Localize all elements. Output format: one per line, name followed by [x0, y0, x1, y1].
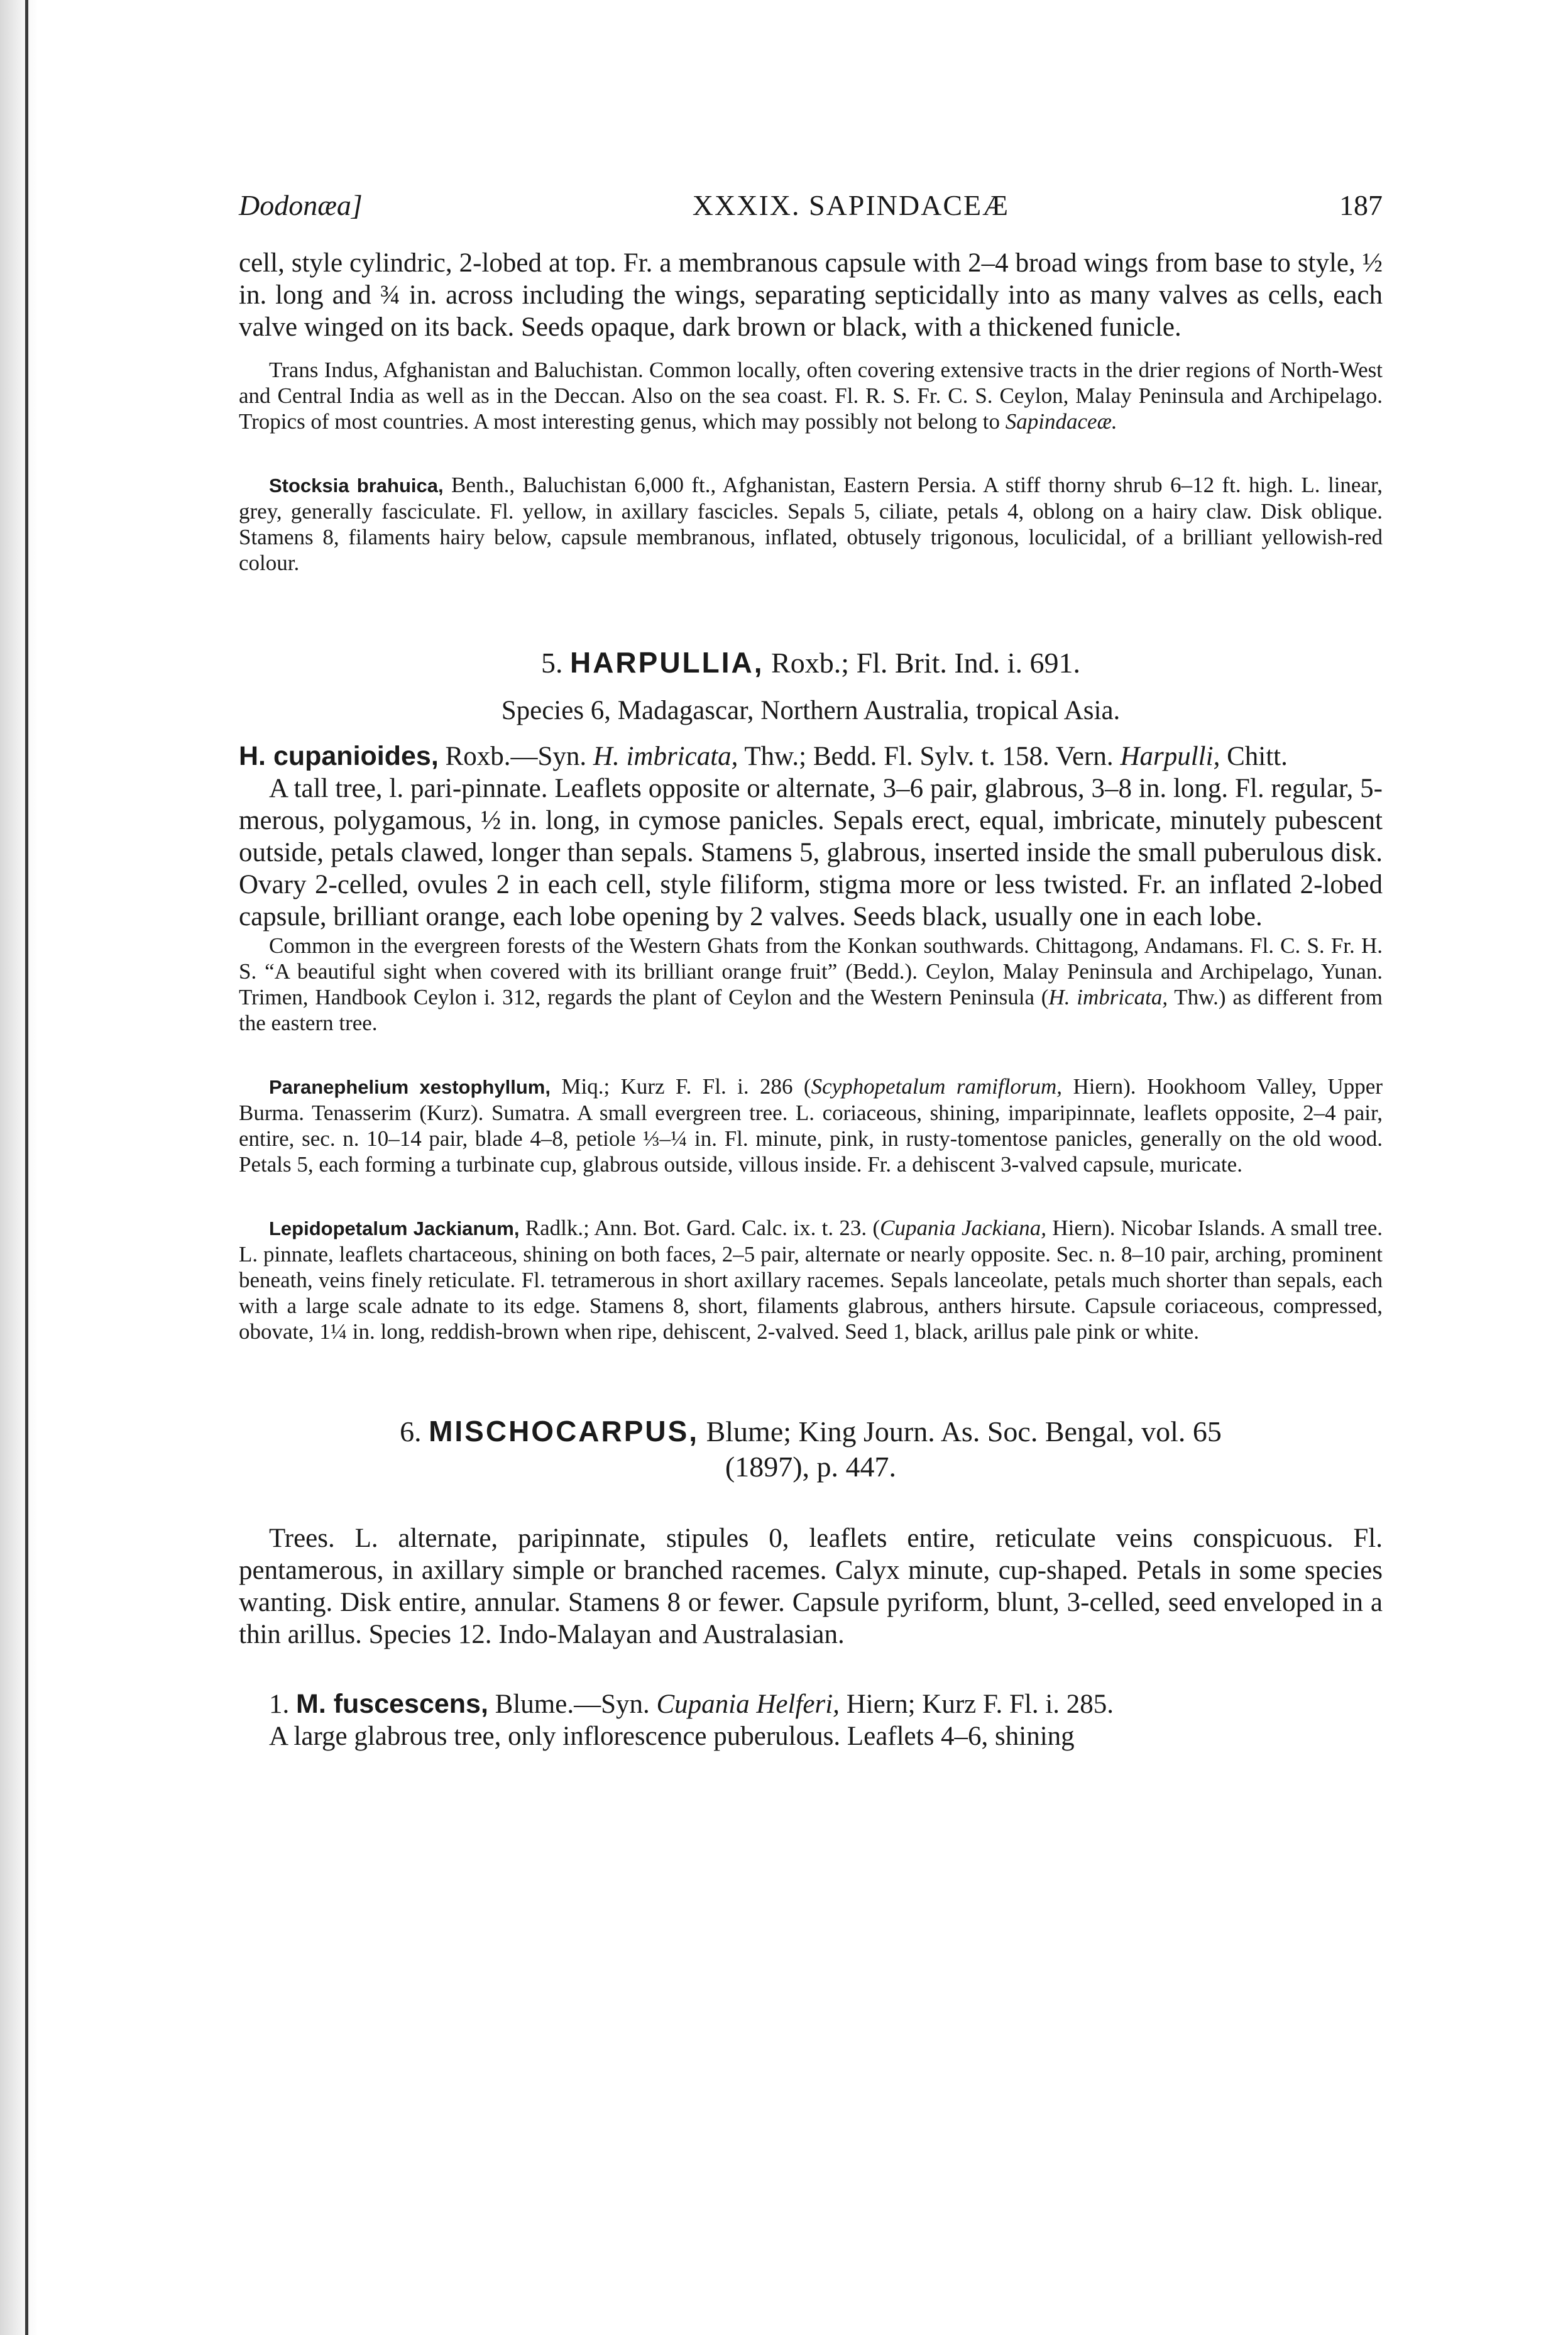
harpullia-distribution — [239, 933, 1383, 1036]
stocksia-name: Stocksia brahuica, — [269, 475, 444, 497]
genus-name: HARPULLIA, — [569, 646, 764, 679]
paranephelium-text: Hiern). Hookhoom Valley, Upper Burma. Tenasserim (Kurz). Sumatra. A small evergreen tree. L. coriaceous, shining, imparipinnate, leaflets opposite, 2–4 pair, entire, sec. n. 10–14 pair, blade 4–8, petiole ⅓–¼ in. Fl. minute, pink, in rusty-tomentose panicles, generally on the old wood. Petals 5, each forming a turbinate cup, glabrous outside, villous inside. Fr. a dehiscent 3-valved capsule, muricate. — [239, 1074, 1383, 1177]
paranephelium-name: Paranephelium xestophyllum, — [269, 1076, 551, 1098]
distribution-text: Common in the evergreen forests of the Western Ghats from the Konkan southwards. Chittagong, Andamans. Fl. C. S. Fr. H. S. “A beautiful sight when covered with its brilliant orange fruit” (Bedd.). Ceylon, Malay Peninsula and Archipelago, Yunan. Trimen, Handbook Ceylon i. 312, regards the plant of Ceylon and the Western Peninsula ( — [239, 933, 1383, 1009]
stocksia-text: Benth., Baluchistan 6,000 ft., Afghanistan, Eastern Persia. A stiff thorny shrub 6–12 ft. high. L. linear, grey, generally fasciculate. Fl. yellow, in axillary fascicles. Sepals 5, ciliate, petals 4, oblong on a hairy claw. Disk oblique. Stamens 8, filaments hairy below, capsule membranous, inflated, obtusely trigonous, loculicidal, of a brilliant yellowish-red colour. — [239, 473, 1383, 575]
distribution-text-end: Thw.) as different from the eastern tree. — [239, 985, 1383, 1035]
harpullia-description: A tall tree, l. pari-pinnate. Leaflets opposite or alternate, 3–6 pair, glabrous, 3–8 in. long. Fl. regular, 5-merous, polygamous, ½ in. long, in cymose panicles. Sepals erect, equal, imbricate, minutely pubescent outside, petals clawed, longer than sepals. Stamens 5, glabrous, inserted inside the small puberulous disk. Ovary 2-celled, ovules 2 in each cell, style filiform, stigma more or less twisted. Fr. an inflated 2-lobed capsule, brilliant orange, each lobe opening by 2 valves. Seeds black, usually one in each lobe. — [239, 774, 1383, 931]
genus-number: 6. — [400, 1415, 422, 1448]
reference-text: Hiern; Kurz F. Fl. i. 285. — [839, 1689, 1114, 1719]
synonym-prefix: Roxb.—Syn. — [438, 742, 593, 771]
family-name: Sapindaceæ. — [1005, 409, 1117, 434]
header-title: XXXIX. SAPINDACEÆ — [692, 189, 1010, 221]
genus-number: 5. — [540, 647, 563, 679]
genus-authority: Blume; King Journ. As. Soc. Bengal, vol. 65 — [699, 1415, 1222, 1448]
dodonaea-description-continued: cell, style cylindric, 2-lobed at top. Fr. a membranous capsule with 2–4 broad wings from base to style, ½ in. long and ¾ in. across including the wings, separating septicidally into as many valves as cells, each valve winged on its back. Seeds opaque, dark brown or black, with a thickened funicle. — [239, 248, 1383, 342]
genus-name: MISCHOCARPUS, — [429, 1415, 699, 1448]
mischocarpus-description: Trees. L. alternate, paripinnate, stipules 0, leaflets entire, reticulate veins conspicuous. Fl. pentamerous, in axillary simple or branched racemes. Calyx minute, cup-shaped. Petals in some species wanting. Disk entire, annular. Stamens 8 or fewer. Capsule pyriform, blunt, 3-celled, seed enveloped in a thin arillus. Species 12. Indo-Malayan and Australasian. — [239, 1524, 1383, 1649]
synonym-name: Cupania Helferi, — [656, 1689, 840, 1719]
lepidopetalum-synonym: Cupania Jackiana, — [880, 1216, 1047, 1240]
genus-heading-mischocarpus — [239, 1414, 1383, 1485]
header-left: Dodonæa] — [239, 189, 363, 221]
binding-shadow — [0, 0, 38, 2335]
paranephelium-entry — [239, 1074, 1383, 1177]
lepidopetalum-entry — [239, 1215, 1383, 1344]
species-number: 1. — [269, 1689, 290, 1719]
lepidopetalum-ref: Radlk.; Ann. Bot. Gard. Calc. ix. t. 23. ( — [519, 1216, 880, 1240]
dodonaea-distribution — [239, 357, 1383, 434]
species-name: M. fuscescens, — [296, 1689, 488, 1719]
page-number: 187 — [1339, 189, 1383, 221]
stocksia-entry — [239, 472, 1383, 576]
harpullia-species-note: Species 6, Madagascar, Northern Australia, tropical Asia. — [501, 696, 1121, 725]
vernacular-name: Harpulli, — [1120, 742, 1220, 771]
harpullia-cupanioides-heading — [239, 740, 1383, 772]
mischocarpus-fuscescens-description: A large glabrous tree, only inflorescence puberulous. Leaflets 4–6, shining — [269, 1722, 1075, 1751]
species-name: H. cupanioides, — [239, 741, 439, 771]
lepidopetalum-name: Lepidopetalum Jackianum, — [269, 1217, 520, 1239]
synonym-name: H. imbricata, — [593, 742, 738, 771]
dodonaea-distribution-text: Trans Indus, Afghanistan and Baluchistan. Common locally, often covering extensive tracts in the drier regions of North-West and Central India as well as in the Deccan. Also on the sea coast. Fl. R. S. Fr. C. S. Ceylon, Malay Peninsula and Archipelago. Tropics of most countries. A most interesting genus, which may possibly not belong to — [239, 358, 1383, 434]
binding-edge-line — [25, 0, 28, 2335]
vernacular-region: Chitt. — [1220, 742, 1288, 771]
running-header — [239, 189, 1383, 222]
page-content — [239, 189, 1383, 1752]
mischocarpus-fuscescens-heading — [239, 1688, 1383, 1720]
lepidopetalum-text: Hiern). Nicobar Islands. A small tree. L. pinnate, leaflets chartaceous, shining on both faces, 2–5 pair, alternate or nearly opposite. Sec. n. 8–10 pair, arching, prominent beneath, veins finely reticulate. Fl. tetramerous in short axillary racemes. Sepals lanceolate, petals much shorter than sepals, each with a large scale adnate to its edge. Stamens 8, short, filaments glabrous, anthers hirsute. Capsule coriaceous, compressed, obovate, 1¼ in. long, reddish-brown when ripe, dehiscent, 2-valved. Seed 1, black, arillus pale pink or white. — [239, 1216, 1383, 1344]
genus-authority: Roxb.; Fl. Brit. Ind. i. 691. — [764, 647, 1081, 679]
genus-heading-harpullia — [239, 645, 1383, 681]
genus-authority-cont: (1897), p. 447. — [725, 1451, 897, 1483]
paranephelium-ref: Miq.; Kurz F. Fl. i. 286 ( — [550, 1074, 811, 1099]
reference-text: Thw.; Bedd. Fl. Sylv. t. 158. Vern. — [738, 742, 1121, 771]
distribution-synonym: H. imbricata, — [1048, 985, 1168, 1009]
synonym-prefix: Blume.—Syn. — [488, 1689, 657, 1719]
paranephelium-synonym: Scyphopetalum ramiflorum, — [811, 1074, 1063, 1099]
